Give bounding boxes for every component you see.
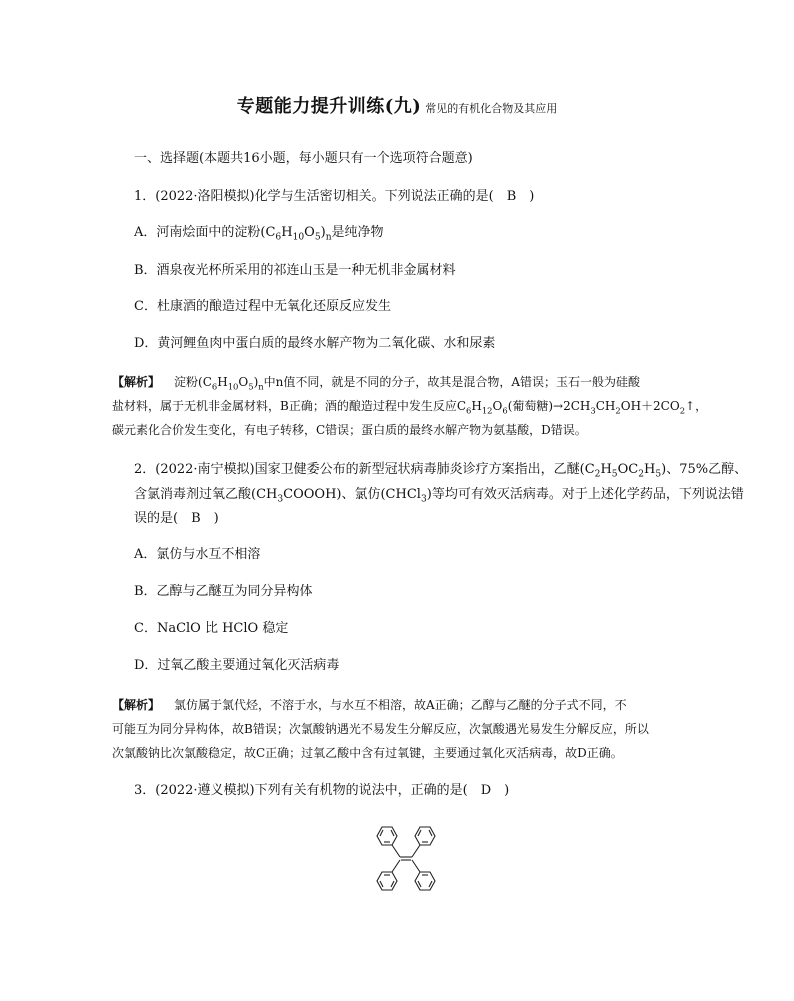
q1-option-b: B．酒泉夜光杯所采用的祁连山玉是一种无机非金属材料: [134, 263, 456, 278]
q2-stem-line-1: 2．(2022·南宁模拟)国家卫健委公布的新型冠状病毒肺炎诊疗方案指出，乙醚$(C_2H_5OC_2H_5)$、75%乙醇、: [134, 462, 748, 480]
q3-stem-line: 3．(2022·遵义模拟)下列有关有机物的说法中，正确的是( D ): [134, 783, 510, 798]
q1-option-a: A．河南烩面中的淀粉$(C_6H_{10}O_5)_n$是纯净物: [134, 225, 384, 243]
title-main: 专题能力提升训练(九): [236, 96, 422, 117]
q1-explanation-line-2: 盐材料，属于无机非金属材料，B正确；酒的酿造过程中发生反应$C_6H_{12}O_6$(葡萄糖)$\to 2CH_3CH_2OH+2CO_2↑$，: [112, 399, 708, 416]
q2-option-a: A．氯仿与水互不相溶: [134, 547, 261, 562]
q2-explanation-label: 【解析】: [112, 698, 161, 712]
q2-stem-line-3: 误的是( B ): [134, 511, 219, 526]
q1-explanation-label: 【解析】: [112, 375, 161, 389]
q1-option-d: D．黄河鲤鱼肉中蛋白质的最终水解产物为二氧化碳、水和尿素: [134, 336, 496, 351]
q1-explanation-line-3: 碳元素化合价发生变化，有电子转移，C错误；蛋白质的最终水解产物为氨基酸，D错误。: [112, 423, 587, 437]
q2-stem-line-2: 含氯消毒剂过氧乙酸$(CH_3COOOH)$、氯仿(CHCl$_3$)等均可有效灭活病毒。对于上述化学药品，下列说法错: [134, 487, 744, 505]
q2-explanation-text-1: 氯仿属于氯代烃，不溶于水，与水互不相溶，故A正确；乙醇与乙醚的分子式不同，不: [174, 698, 627, 712]
q1-explanation-line-1: [112, 374, 640, 390]
q1-explanation-text-1: 淀粉$(C_6H_{10}O_5)_n$中n值不同，就是不同的分子，故其是混合物，A错误；玉石一般为硅酸: [174, 375, 641, 392]
q2-option-b: B．乙醇与乙醚互为同分异构体: [134, 584, 313, 599]
q2-explanation-line-2: 可能互为同分异构体，故B错误；次氯酸钠遇光不易发生分解反应，次氯酸遇光易发生分解反应，所以: [112, 722, 649, 736]
section-heading: 一、选择题(本题共16小题，每小题只有一个选项符合题意): [134, 151, 473, 166]
title-subtitle: 常见的有机化合物及其应用: [425, 102, 558, 115]
q2-explanation-line-3: 次氯酸钠比次氯酸稳定，故C正确；过氧乙酸中含有过氧键，主要通过氧化灭活病毒，故D正确。: [112, 746, 623, 760]
q2-option-c: C．NaClO 比 HClO 稳定: [134, 621, 289, 636]
title: [0, 92, 794, 118]
q2-option-d: D．过氧乙酸主要通过氧化灭活病毒: [134, 658, 340, 673]
q1-stem-line: 1．(2022·洛阳模拟)化学与生活密切相关。下列说法正确的是( B ): [134, 189, 535, 204]
q2-explanation-line-1: [112, 697, 627, 713]
tetraphenylethylene-structure: [366, 815, 446, 901]
q1-option-c: C．杜康酒的酿造过程中无氧化还原反应发生: [134, 299, 391, 314]
